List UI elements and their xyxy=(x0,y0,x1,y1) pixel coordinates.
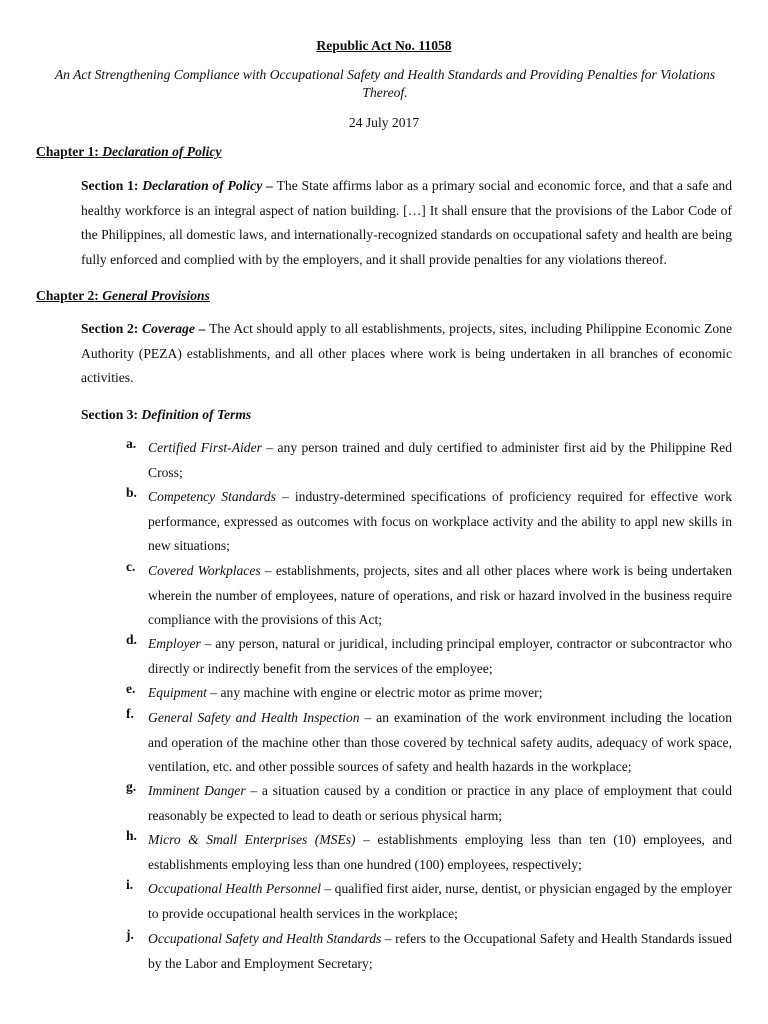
definition-letter: e. xyxy=(126,681,136,696)
section-2-label: Section 2 xyxy=(81,321,134,336)
chapter-1-colon: : xyxy=(94,144,103,159)
definition-text: – an examination of the work environment including the location and operation of the machine other than those covered by technical safety audits, adequacy of work space, ventilation, etc. and other possible sources of safety and health hazards in the workplace; xyxy=(148,710,732,775)
definition-letter: a. xyxy=(126,436,137,451)
document-date: 24 July 2017 xyxy=(348,115,420,130)
definition-term: Micro & Small Enterprises (MSEs) xyxy=(148,832,356,847)
definition-letter: j. xyxy=(126,927,134,942)
section-1-colon: : xyxy=(133,178,143,193)
definition-text: – a situation caused by a condition or practice in any place of employment that could reasonably be expected to lead to death or serious physical harm; xyxy=(148,783,732,823)
chapter-2-heading xyxy=(36,288,210,304)
section-3-name: Definition of Terms xyxy=(141,407,252,422)
definition-letter: d. xyxy=(126,632,137,647)
section-1-label: Section 1 xyxy=(81,178,134,193)
section-1-paragraph xyxy=(81,174,732,272)
definition-term: Imminent Danger xyxy=(148,783,246,798)
chapter-1-heading xyxy=(36,144,222,160)
definition-text: – any machine with engine or electric motor as prime mover; xyxy=(206,685,543,700)
section-2-text: The Act should apply to all establishments, projects, sites, including Philippine Economic Zone Authority (PEZA) establishments, and all other places where work is being undertaken in all branches of economic activities. xyxy=(81,321,732,386)
section-1-name: Declaration of Policy xyxy=(142,178,263,193)
definition-letter: f. xyxy=(126,706,134,721)
definition-text: – establishments, projects, sites and all other places where work is being undertaken wherein the number of employees, nature of operations, and risk or hazard involved in the business require compliance with the provisions of this Act; xyxy=(148,563,732,628)
definition-text: – qualified first aider, nurse, dentist, or physician engaged by the employer to provide occupational health services in the workplace; xyxy=(148,881,732,921)
document-subtitle: An Act Strengthening Compliance with Occupational Safety and Health Standards and Providing Penalties for Violations Thereof. xyxy=(54,67,716,100)
section-1-text: The State affirms labor as a primary social and economic force, and that a safe and healthy workforce is an integral aspect of nation building. […] It shall ensure that the provisions of the Labor Code of the Philippines, all domestic laws, and internationally-recognized standards on occupational safety and health are being fully enforced and complied with by the employers, and it shall provide penalties for any violations thereof. xyxy=(81,178,732,267)
chapter-2-colon: : xyxy=(94,288,103,303)
document-title: Republic Act No. 11058 xyxy=(316,38,452,53)
definition-text: – refers to the Occupational Safety and Health Standards issued by the Labor and Employment Secretary; xyxy=(148,931,733,971)
definition-term: Employer xyxy=(148,636,201,651)
definition-term: Certified First-Aider xyxy=(148,440,262,455)
chapter-2-label: Chapter 2 xyxy=(36,288,95,303)
section-2-colon: : xyxy=(133,321,143,336)
section-3-heading xyxy=(81,407,251,423)
definition-term: General Safety and Health Inspection xyxy=(148,710,360,725)
section-2-paragraph xyxy=(81,317,732,391)
definition-text: – any person, natural or juridical, including principal employer, contractor or subcontractor who directly or indirectly benefit from the services of the employee; xyxy=(148,636,732,676)
definition-term: Covered Workplaces xyxy=(148,563,261,578)
definition-letter: h. xyxy=(126,828,137,843)
definition-term: Occupational Safety and Health Standards xyxy=(148,931,382,946)
definition-letter: b. xyxy=(126,485,137,500)
definition-term: Occupational Health Personnel xyxy=(148,881,321,896)
chapter-2-name: General Provisions xyxy=(102,288,210,303)
section-3-label: Section 3: xyxy=(81,407,139,422)
definition-letter: i. xyxy=(126,877,134,892)
definition-term: Competency Standards xyxy=(148,489,276,504)
definition-text: – establishments employing less than ten (10) employees, and establishments employing less than one hundred (100) employees, respectively; xyxy=(148,832,733,872)
definition-text: – industry-determined specifications of proficiency required for effective work performance, expressed as outcomes with focus on workplace activity and the ability to appl new skills in new situations; xyxy=(148,489,732,554)
chapter-1-label: Chapter 1 xyxy=(36,144,95,159)
section-2-dash: – xyxy=(194,321,210,336)
section-2-name: Coverage xyxy=(142,321,195,336)
chapter-1-name: Declaration of Policy xyxy=(102,144,222,159)
section-1-dash: – xyxy=(262,178,277,193)
definition-letter: c. xyxy=(126,559,136,574)
definition-text: – any person trained and duly certified to administer first aid by the Philippine Red Cross; xyxy=(148,440,732,480)
definition-letter: g. xyxy=(126,779,137,794)
definition-term: Equipment xyxy=(148,685,207,700)
